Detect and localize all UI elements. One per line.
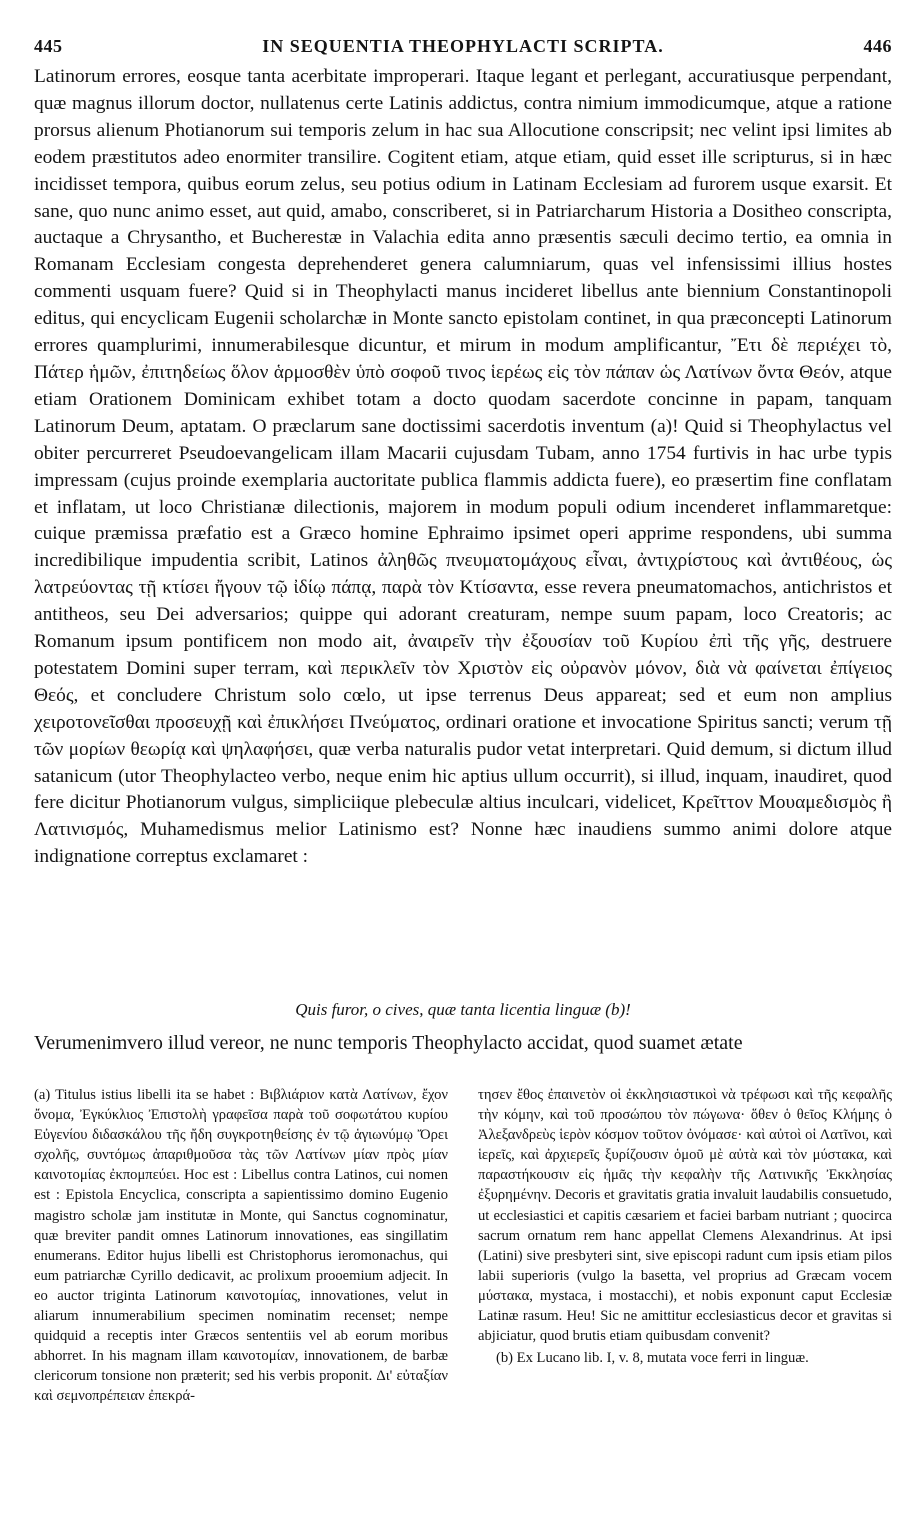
main-paragraph: Latinorum errores, eosque tanta acerbitate improperari. Itaque legant et perlegant, accuratiusque perpendant, quæ magnus illorum doctor, nullatenus certe Latinis addictus, contra nimium immodicumque, atque a ratione prorsus alienum Photianorum sui temporis zelum in hac sua Allocutione conscripsit; nec velint ipsi limites ab eodem præstitutos adeo enormiter transilire. Cogitent etiam, atque etiam, quid esset ille scripturus, si in hæc incidisset tempora, quibus eorum zelus, seu potius odium in Latinam Ecclesiam ad furorem usque exarsit. Et sane, quo nunc animo esset, aut quid, amabo, conscriberet, si in Patriarcharum Historia a Dositheo conscripta, auctaque a Chrysantho, et Bucherestæ in Valachia edita anno præsentis sæculi decimo tertio, ea omnia in Romanam Ecclesiam congesta deprehenderet genera calumniarum, quas vel infensissimi illius hostes commenti usquam fuere? Quid si in Theophylacti manus incideret libellus ante biennium Constantinopoli editus, qui encyclicam Eugenii scholarchæ in Monte sancto epistolam continet, in qua præconcepti Latinorum errores quamplurimi, innumerabilesque dicuntur, et mirum in modum amplificantur, Ἔτι δὲ περιέχει τὸ, Πάτερ ἡμῶν, ἐπιτηδείως ὅλον ἁρμοσθὲν ὑπὸ σοφοῦ τινος ἱερέως εἰς τὸν πάπαν ὡς Λατίνων ὄντα Θεόν, atque etiam Orationem Dominicam exhibet totam a docto quodam sacerdote concinne in papam, tanquam Latinorum Deum, aptatam. O præclarum sane doctissimi sacerdotis inventum (a)! Quid si Theophylactus vel obiter percurreret Pseudoevangelicam illam Macarii cujusdam Tubam, anno 1754 furtivis in hac urbe typis impressam (cujus proinde exemplaria auctoritate publica flammis addicta fuere), eo præsertim fine conflatam et inflatam, ut loco Christianæ dilectionis, majorem in modum populi odium incenderet inflammaretque: cuique præmissa præfatio est a Græco homine Ephraimo ipsimet operi apprime respondens, ubi summa incredibilique impudentia scribit, Latinos ἀληθῶς πνευματομάχους εἶναι, ἀντιχρίστους καὶ ἀντιθέους, ὡς λατρεύοντας τῇ κτίσει ἤγουν τῷ ἰδίῳ πάπᾳ, παρὰ τὸν Κτίσαντα, esse revera pneumatomachos, antichristos et antitheos, seu Dei adversarios; quippe qui adorant creaturam, nempe suum papam, loco Creatoris; ac Romanum ipsum pontificem non modo ait, ἀναιρεῖν τὴν ἐξουσίαν τοῦ Κυρίου ἐπὶ τῆς γῆς, destruere potestatem Domini super terram, καὶ περικλεῖν τὸν Χριστὸν εἰς οὐρανὸν μόνον, διὰ νὰ φαίνεται ἐπίγειος Θεός, et concludere Christum solo cœlo, ut ipse terrenus Deus appareat; sed et eum non amplius χειροτονεῖσθαι προσευχῇ καὶ ἐπικλήσει Πνεύματος, ordinari oratione et invocatione Spiritus sancti; verum τῇ τῶν μορίων θεωρίᾳ καὶ ψηλαφήσει, quæ verba naturalis pudor vetat interpretari. Quid demum, si dictum illud satanicum (utor Theophylacteo verbo, neque enim hic aptius ullum occurrit), si illud, inquam, inaudiret, quod fere dicitur Photianorum vulgus, simpliciique plebeculæ altius inculcari, videlicet, Κρεῖττον Μουαμεδισμὸς ἢ Λατινισμός, Muhamedismus melior Latinismo est? Nonne hæc inaudiens summo animi dolore atque indignatione correptus exclamaret : xyxy=(34,66,892,868)
footnote-column-left xyxy=(34,1085,448,1525)
footnote-a: (a) Titulus istius libelli ita se habet : Βιβλιάριον κατὰ Λατίνων, ἔχον ὄνομα, Ἐγκύκλιος Ἐπιστολὴ γραφεῖσα παρὰ τοῦ σοφωτάτου κυρίου Εὐγενίου διδασκάλου τῆς ἤδη συγκροτηθείσης ἐν τῷ ἁγιωνύμῳ Ὄρει σχολῆς, συντόμως ἀπαριθμοῦσα τὰς τῶν Λατίνων μίαν πρὸς μίαν καινοτομίας ἐκπομπεύει. Hoc est : Libellus contra Latinos, cui nomen est : Epistola Encyclica, conscripta a sapientissimo domino Eugenio magistro scholæ jam institutæ in Monte, qui Sanctus cognominatur, quæ breviter pandit omnes Latinorum innovationes, eas singillatim enumerans. Editor hujus libelli est Christophorus ieromonachus, qui eum patriarchæ Cyrillo dedicavit, ac prolixum prooemium adjecit. In eo auctor triginta Latinorum καινοτομίας, innovationes, velut in aliarum innumerabilium specimen nominatim recenset; nempe quidquid a receptis inter Græcos sententiis vel ab eorum moribus abhorret. In his magnam illam καινοτομίαν, innovationem, de barbæ clericorum tonsione non præterit; sed his verbis proponit. Δι' εὐταξίαν καὶ σεμνοπρέπειαν ἐπεκρά- xyxy=(34,1087,448,1405)
page-number-left: 445 xyxy=(34,35,63,56)
book-page xyxy=(34,0,892,1540)
closing-paragraph: Verumenimvero illud vereor, ne nunc temporis Theophylacto accidat, quod suamet ætate xyxy=(34,1032,743,1054)
footnote-column-right xyxy=(478,1085,892,1525)
footnotes xyxy=(34,1085,892,1525)
verse-quotation: Quis furor, o cives, quæ tanta licentia linguæ (b)! xyxy=(295,1000,631,1019)
running-title: IN SEQUENTIA THEOPHYLACTI SCRIPTA. xyxy=(262,35,664,56)
footnote-a-continuation: τησεν ἔθος ἐπαινετὸν οἱ ἐκκλησιαστικοὶ νὰ τρέφωσι καὶ τῆς κεφαλῆς τὴν κόμην, καὶ τοῦ προσώπου τὸν πώγωνα· ὅθεν ὁ θεῖος Κλήμης ὁ Ἀλεξανδρεὺς ἱερὸν κόσμον τοῦτον ὀνόμασε· καὶ αὐτοὶ οἱ Λατῖνοι, καὶ ἱερεῖς, καὶ ἀρχιερεῖς ξυρίζουσιν ὁμοῦ μὲ αὐτὰ καὶ τὸν μύστακα, καὶ παραστήκουσιν εἰς ἡμᾶς τὴν κεφαλὴν τῆς Λατινικῆς Ἐκκλησίας ἐξυρημένην. Decoris et gravitatis gratia invaluit laudabilis consuetudo, ut ecclesiastici et capitis cæsariem et faciei barbam nutriant ; quocirca sacrum ornatum rem hanc appellat Clemens Alexandrinus. At ipsi (Latini) sive presbyteri sint, sive episcopi radunt cum ipsis etiam pilos labii superioris (vulgo la basetta, vel proprius ad Græcam vocem μύστακα, mystaca, i mostacchi), et nobis exponunt caput Ecclesiæ Latinæ rasum. Heu! Sic ne amittitur ecclesiasticus decor et gravitas si abjiciatur, quod brutis etiam quibusdam convenit? xyxy=(478,1087,892,1345)
page-number-right: 446 xyxy=(863,35,892,56)
main-text-block xyxy=(34,64,892,871)
footnote-b: (b) Ex Lucano lib. I, v. 8, mutata voce ferri in linguæ. xyxy=(496,1350,809,1367)
running-header xyxy=(34,28,892,64)
